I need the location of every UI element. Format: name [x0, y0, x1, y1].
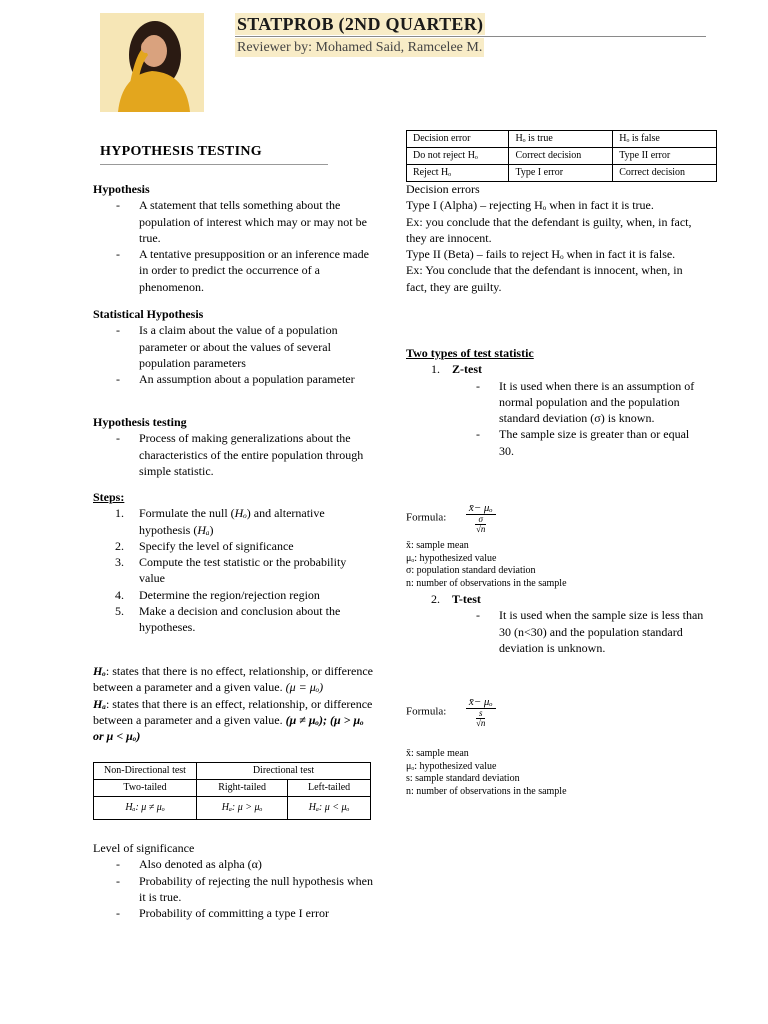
table-cell: Left-tailed — [288, 780, 371, 797]
hypothesis-heading: Hypothesis — [93, 182, 150, 196]
step-item: 2. Specify the level of significance — [115, 538, 294, 553]
table-cell: Correct decision — [613, 165, 717, 182]
table-cell: Reject Hₒ — [407, 165, 509, 182]
table-row — [407, 131, 717, 148]
formula-label: Formula: — [406, 705, 447, 718]
hypothesis-section — [93, 181, 373, 295]
test-statistic-heading: Two types of test statistic — [406, 346, 534, 360]
list-item: - A tentative presupposition or an inference made in order to predict the occurrence of a phenomenon. — [93, 246, 373, 295]
decision-errors-section — [406, 181, 706, 295]
step-item: 1. Formulate the null (Hₒ) and alternative hypothesis (Hₐ) — [115, 506, 325, 537]
table-cell: Type II error — [613, 148, 717, 165]
legend-item: μₒ: hypothesized value — [406, 552, 497, 564]
t-formula-fraction: $\frac{\text{x̄− μₒ}}{\frac{s}{√n}}$ — [466, 696, 496, 728]
z-test-title: 1. Z-test — [431, 362, 482, 377]
table-cell: Hₐ: μ > μₒ — [197, 797, 288, 820]
table-cell: Right-tailed — [197, 780, 288, 797]
list-item: - Probability of committing a type I error — [93, 905, 373, 921]
steps-section — [93, 489, 373, 636]
step-item: 5. Make a decision and conclusion about the hypotheses. — [115, 604, 341, 635]
decision-errors-heading: Decision errors — [406, 182, 480, 196]
document-header — [235, 13, 706, 57]
table-cell: Hₒ is false — [613, 131, 717, 148]
statistical-hypothesis-section — [93, 306, 373, 387]
decision-error-table — [406, 130, 717, 182]
list-item: - A statement that tells something about the population of interest which may or may not be true. — [93, 197, 373, 246]
t-test-formula — [406, 696, 496, 728]
legend-item: x̄: sample mean — [406, 748, 469, 759]
type-one-example: Ex: you conclude that the defendant is guilty, when, in fact, they are innocent. — [406, 214, 692, 245]
table-row — [94, 797, 371, 820]
test-statistic-section — [406, 345, 706, 459]
table-cell: Decision error — [407, 131, 509, 148]
list-item: - It is used when there is an assumption of normal population and the population standard deviation (σ) is known. — [406, 378, 706, 427]
legend-item: μₒ: hypothesized value — [406, 760, 497, 772]
z-formula-fraction: $\frac{\text{x̄− μₒ}}{\frac{\sigma}{√n}}$ — [466, 502, 496, 534]
document-title: STATPROB (2ND QUARTER) — [237, 14, 484, 34]
type-two-error: Type II (Beta) – fails to reject Hₒ when in fact it is false. — [406, 247, 676, 262]
step-item: 4. Determine the region/rejection region — [115, 587, 320, 602]
table-cell: Hₐ: μ < μₒ — [288, 797, 371, 820]
t-test-legend — [406, 748, 567, 798]
significance-section — [93, 840, 373, 921]
table-cell: Non-Directional test — [94, 763, 197, 780]
table-cell: Hₒ is true — [509, 131, 613, 148]
list-item: - An assumption about a population parameter — [93, 371, 373, 387]
section-title: HYPOTHESIS TESTING — [100, 144, 328, 165]
table-row — [407, 165, 717, 182]
list-item: - Also denoted as alpha (α) — [93, 856, 373, 872]
step-item: 3. Compute the test statistic or the probability value — [115, 555, 347, 586]
legend-item: n: number of observations in the sample — [406, 577, 567, 589]
legend-item: σ: population standard deviation — [406, 565, 536, 577]
table-row — [94, 780, 371, 797]
table-cell: Type I error — [509, 165, 613, 182]
legend-item: n: number of observations in the sample — [406, 785, 567, 797]
table-row — [407, 148, 717, 165]
table-cell: Two-tailed — [94, 780, 197, 797]
author-photo — [100, 13, 204, 112]
reviewer-credit: Reviewer by: Mohamed Said, Ramcelee M. — [237, 40, 483, 55]
list-item: - It is used when the sample size is less than 30 (n<30) and the population standard deviation is unknown. — [406, 607, 706, 656]
steps-heading: Steps: — [93, 490, 125, 504]
type-one-error: Type I (Alpha) – rejecting Hₒ when in fact it is true. — [406, 198, 654, 213]
author-photo-image — [100, 13, 204, 112]
type-two-example: Ex: You conclude that the defendant is innocent, when, in fact, they are guilty. — [406, 263, 683, 294]
legend-item: s: sample standard deviation — [406, 773, 520, 785]
hypothesis-direction-table — [93, 762, 371, 820]
table-cell: Directional test — [197, 763, 371, 780]
table-cell: Hₐ: μ ≠ μₒ — [94, 797, 197, 820]
list-item: - Is a claim about the value of a population parameter or about the values of several population parameters — [93, 322, 373, 371]
statistical-hypothesis-heading: Statistical Hypothesis — [93, 307, 204, 321]
table-cell: Correct decision — [509, 148, 613, 165]
table-row — [94, 763, 371, 780]
list-item: - Process of making generalizations about the characteristics of the entire population through simple statistic. — [93, 430, 373, 479]
list-item: - The sample size is greater than or equal 30. — [406, 426, 706, 459]
legend-item: x̄: sample mean — [406, 540, 469, 551]
z-test-legend — [406, 540, 567, 590]
t-test-title: 2. T-test — [431, 592, 481, 606]
significance-heading: Level of significance — [93, 841, 195, 855]
list-item: - Probability of rejecting the null hypothesis when it is true. — [93, 873, 373, 906]
alternative-hypothesis-definition: Hₐ: states that there is an effect, relationship, or difference between a parameter and a given value. (μ ≠ μₒ); (μ > μₒ or μ < μₒ) — [93, 696, 373, 744]
null-hypothesis-definition: Hₒ: states that there is no effect, relationship, or difference between a parameter and a given value. (μ = μₒ) — [93, 664, 373, 695]
hypotheses-definitions — [93, 663, 373, 744]
hypothesis-testing-heading: Hypothesis testing — [93, 415, 187, 429]
t-test-section — [406, 591, 706, 656]
formula-label: Formula: — [406, 511, 447, 524]
z-test-formula — [406, 502, 496, 534]
hypothesis-testing-section — [93, 414, 373, 479]
table-cell: Do not reject Hₒ — [407, 148, 509, 165]
